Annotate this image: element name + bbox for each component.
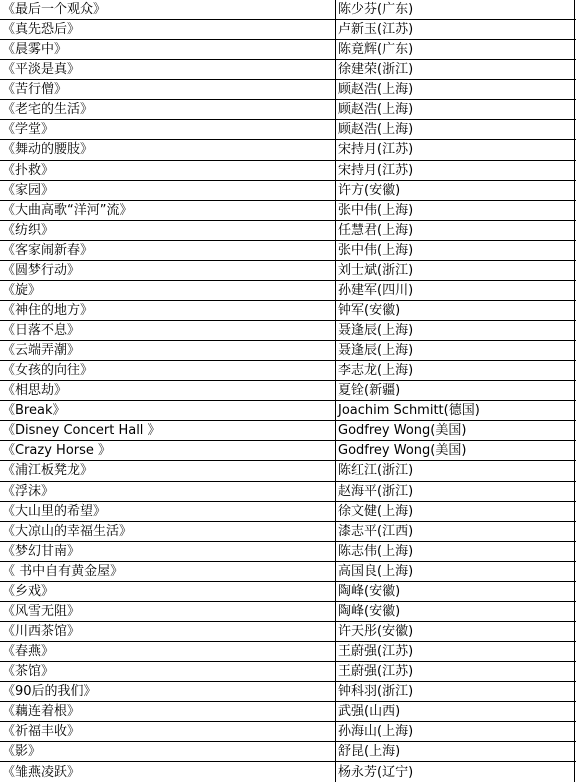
cell-author[interactable]: 杨永芳(辽宁) (336, 762, 575, 782)
table-row (0, 742, 576, 762)
cell-author[interactable]: 王蔚强(江苏) (336, 662, 575, 682)
table-row (0, 481, 576, 501)
cell-title[interactable]: 《纺织》 (0, 220, 336, 240)
cell-title[interactable]: 《客家闹新春》 (0, 240, 336, 260)
cell-title[interactable]: 《平淡是真》 (0, 60, 336, 80)
table-row (0, 722, 576, 742)
cell-title[interactable]: 《浦江板凳龙》 (0, 461, 336, 481)
cell-title[interactable]: 《Disney Concert Hall 》 (0, 421, 336, 441)
cell-title[interactable]: 《晨雾中》 (0, 40, 336, 60)
cell-author[interactable]: 徐建荣(浙江) (336, 60, 575, 80)
table-row (0, 0, 576, 20)
cell-author[interactable]: 陈竟辉(广东) (336, 40, 575, 60)
cell-author[interactable]: 顾赵浩(上海) (336, 100, 575, 120)
cell-author[interactable]: 宋持月(江苏) (336, 160, 575, 180)
cell-title[interactable]: 《茶馆》 (0, 662, 336, 682)
cell-author[interactable]: 高国良(上海) (336, 561, 575, 581)
table-row (0, 140, 576, 160)
cell-author[interactable]: 陈少芬(广东) (336, 0, 575, 20)
table-row (0, 441, 576, 461)
table-row (0, 662, 576, 682)
cell-author[interactable]: 许方(安徽) (336, 180, 575, 200)
cell-author[interactable]: 孙建军(四川) (336, 280, 575, 300)
cell-title[interactable]: 《川西茶馆》 (0, 621, 336, 641)
cell-title[interactable]: 《 书中自有黄金屋》 (0, 561, 336, 581)
cell-author[interactable]: 李志龙(上海) (336, 361, 575, 381)
cell-author[interactable]: Joachim Schmitt(德国) (336, 401, 575, 421)
cell-title[interactable]: 《大曲高歌“洋河”流》 (0, 200, 336, 220)
cell-title[interactable]: 《最后一个观众》 (0, 0, 336, 20)
table-row (0, 581, 576, 601)
cell-title[interactable]: 《学堂》 (0, 120, 336, 140)
cell-author[interactable]: 张中伟(上海) (336, 200, 575, 220)
table-row (0, 160, 576, 180)
cell-title[interactable]: 《雏燕凌跃》 (0, 762, 336, 782)
cell-title[interactable]: 《家园》 (0, 180, 336, 200)
cell-title[interactable]: 《扑救》 (0, 160, 336, 180)
cell-title[interactable]: 《大凉山的幸福生活》 (0, 521, 336, 541)
cell-author[interactable]: Godfrey Wong(美国) (336, 441, 575, 461)
cell-author[interactable]: 刘士斌(浙江) (336, 260, 575, 280)
cell-title[interactable]: 《神住的地方》 (0, 300, 336, 320)
cell-author[interactable]: 任慧君(上海) (336, 220, 575, 240)
cell-title[interactable]: 《90后的我们》 (0, 682, 336, 702)
cell-author[interactable]: 夏铨(新疆) (336, 381, 575, 401)
table-row (0, 461, 576, 481)
cell-author[interactable]: 钟科羽(浙江) (336, 682, 575, 702)
cell-author[interactable]: 宋持月(江苏) (336, 140, 575, 160)
table-row (0, 682, 576, 702)
table-row (0, 381, 576, 401)
cell-title[interactable]: 《老宅的生活》 (0, 100, 336, 120)
table-row (0, 521, 576, 541)
table-row (0, 80, 576, 100)
table-row (0, 501, 576, 521)
cell-author[interactable]: 陈红江(浙江) (336, 461, 575, 481)
cell-title[interactable]: 《影》 (0, 742, 336, 762)
table-row (0, 60, 576, 80)
table-row (0, 40, 576, 60)
cell-title[interactable]: 《Break》 (0, 401, 336, 421)
cell-author[interactable]: 孙海山(上海) (336, 722, 575, 742)
cell-title[interactable]: 《Crazy Horse 》 (0, 441, 336, 461)
table-row (0, 621, 576, 641)
cell-author[interactable]: 王蔚强(江苏) (336, 642, 575, 662)
cell-author[interactable]: 徐文健(上海) (336, 501, 575, 521)
table-row (0, 421, 576, 441)
cell-author[interactable]: 赵海平(浙江) (336, 481, 575, 501)
cell-author[interactable]: 顾赵浩(上海) (336, 120, 575, 140)
cell-author[interactable]: 陶峰(安徽) (336, 601, 575, 621)
table-row (0, 541, 576, 561)
cell-title[interactable]: 《大山里的希望》 (0, 501, 336, 521)
cell-author[interactable]: 钟军(安徽) (336, 300, 575, 320)
cell-author[interactable]: 卢新玉(江苏) (336, 20, 575, 40)
table-row (0, 180, 576, 200)
table-row (0, 280, 576, 300)
cell-title[interactable]: 《云端弄潮》 (0, 341, 336, 361)
cell-author[interactable]: 聂逢辰(上海) (336, 321, 575, 341)
cell-title[interactable]: 《祈福丰收》 (0, 722, 336, 742)
cell-author[interactable]: 舒昆(上海) (336, 742, 575, 762)
cell-title[interactable]: 《日落不息》 (0, 321, 336, 341)
table-row (0, 361, 576, 381)
table-row (0, 220, 576, 240)
table-row (0, 20, 576, 40)
table-row (0, 561, 576, 581)
cell-title[interactable]: 《旋》 (0, 280, 336, 300)
cell-title[interactable]: 《圆梦行动》 (0, 260, 336, 280)
cell-author[interactable]: 陶峰(安徽) (336, 581, 575, 601)
cell-title[interactable]: 《相思劫》 (0, 381, 336, 401)
table-row (0, 702, 576, 722)
cell-author[interactable]: 张中伟(上海) (336, 240, 575, 260)
cell-title[interactable]: 《真先恐后》 (0, 20, 336, 40)
table-row (0, 240, 576, 260)
table-row (0, 300, 576, 320)
cell-title[interactable]: 《女孩的向往》 (0, 361, 336, 381)
cell-author[interactable]: 许天彤(安徽) (336, 621, 575, 641)
table-row (0, 321, 576, 341)
cell-title[interactable]: 《苦行僧》 (0, 80, 336, 100)
table-row (0, 601, 576, 621)
cell-title[interactable]: 《乡戏》 (0, 581, 336, 601)
cell-author[interactable]: 顾赵浩(上海) (336, 80, 575, 100)
cell-author[interactable]: 陈志伟(上海) (336, 541, 575, 561)
cell-title[interactable]: 《梦幻甘南》 (0, 541, 336, 561)
cell-author[interactable]: 聂逢辰(上海) (336, 341, 575, 361)
cell-author[interactable]: Godfrey Wong(美国) (336, 421, 575, 441)
cell-title[interactable]: 《风雪无阻》 (0, 601, 336, 621)
cell-title[interactable]: 《舞动的腰肢》 (0, 140, 336, 160)
table-row (0, 401, 576, 421)
table-row (0, 762, 576, 782)
cell-title[interactable]: 《春燕》 (0, 642, 336, 662)
cell-author[interactable]: 武强(山西) (336, 702, 575, 722)
table-row (0, 260, 576, 280)
cell-author[interactable]: 漆志平(江西) (336, 521, 575, 541)
table-row (0, 200, 576, 220)
cell-title[interactable]: 《浮沫》 (0, 481, 336, 501)
table-row (0, 120, 576, 140)
cell-title[interactable]: 《藕连着根》 (0, 702, 336, 722)
table-row (0, 100, 576, 120)
table-row (0, 642, 576, 662)
table-row (0, 341, 576, 361)
